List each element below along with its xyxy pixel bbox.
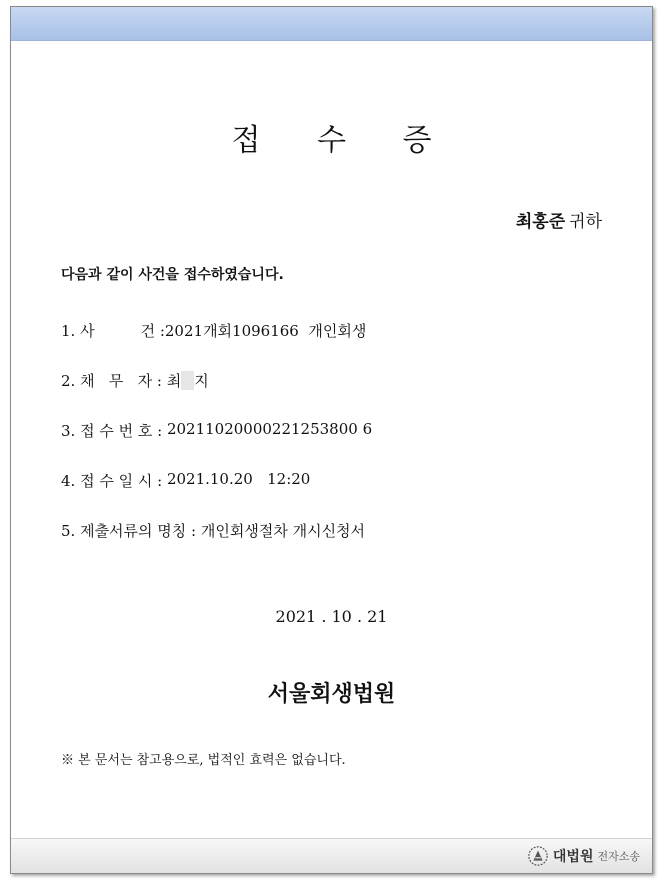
item-label: 2. 채 무 자 : — [61, 372, 167, 390]
title-char: 증 — [402, 123, 432, 158]
item-value: 개인회생절차 개시신청서 — [200, 522, 366, 540]
item-value-part: 지 — [194, 372, 209, 390]
list-item — [61, 370, 372, 420]
recipient-honorific: 귀하 — [569, 212, 602, 232]
disclaimer-note: ※ 본 문서는 참고용으로, 법적인 효력은 없습니다. — [61, 753, 346, 768]
item-value — [167, 370, 209, 391]
top-bar — [11, 7, 652, 41]
redaction-mask — [181, 371, 194, 390]
item-label — [61, 320, 165, 341]
item-label: 4. 접 수 일 시 : — [61, 472, 167, 490]
footer-bar — [11, 838, 652, 873]
item-value-part: 최 — [166, 372, 182, 390]
issue-date: 2021 . 10 . 21 — [275, 607, 388, 626]
item-value: 2021.10.20 12:20 — [166, 470, 311, 488]
title-char: 접 — [231, 123, 261, 158]
brand-logo — [527, 845, 640, 867]
court-emblem-icon — [527, 845, 549, 867]
list-item — [61, 470, 372, 520]
brand-main: 대법원 — [552, 849, 594, 865]
item-label-part: 1. 사 — [61, 322, 95, 340]
brand-sub: 전자소송 — [597, 850, 640, 863]
title-char: 수 — [317, 123, 346, 158]
intro-text: 다음과 같이 사건을 접수하였습니다. — [61, 267, 284, 283]
list-item — [61, 520, 372, 570]
item-label: 5. 제출서류의 명칭 : — [61, 522, 201, 540]
item-label-part: 건 : — [140, 322, 165, 340]
court-name: 서울회생법원 — [267, 682, 396, 707]
item-label: 3. 접 수 번 호 : — [61, 422, 167, 440]
list-item — [61, 420, 372, 470]
item-value: 2021개회1096166 개인회생 — [164, 322, 367, 340]
document-frame — [10, 6, 653, 874]
recipient — [516, 207, 602, 232]
item-list — [61, 320, 372, 570]
list-item — [61, 320, 372, 370]
document-title — [11, 115, 652, 159]
item-value: 20211020000221253800 6 — [166, 420, 373, 438]
recipient-name: 최홍준 — [515, 212, 566, 232]
